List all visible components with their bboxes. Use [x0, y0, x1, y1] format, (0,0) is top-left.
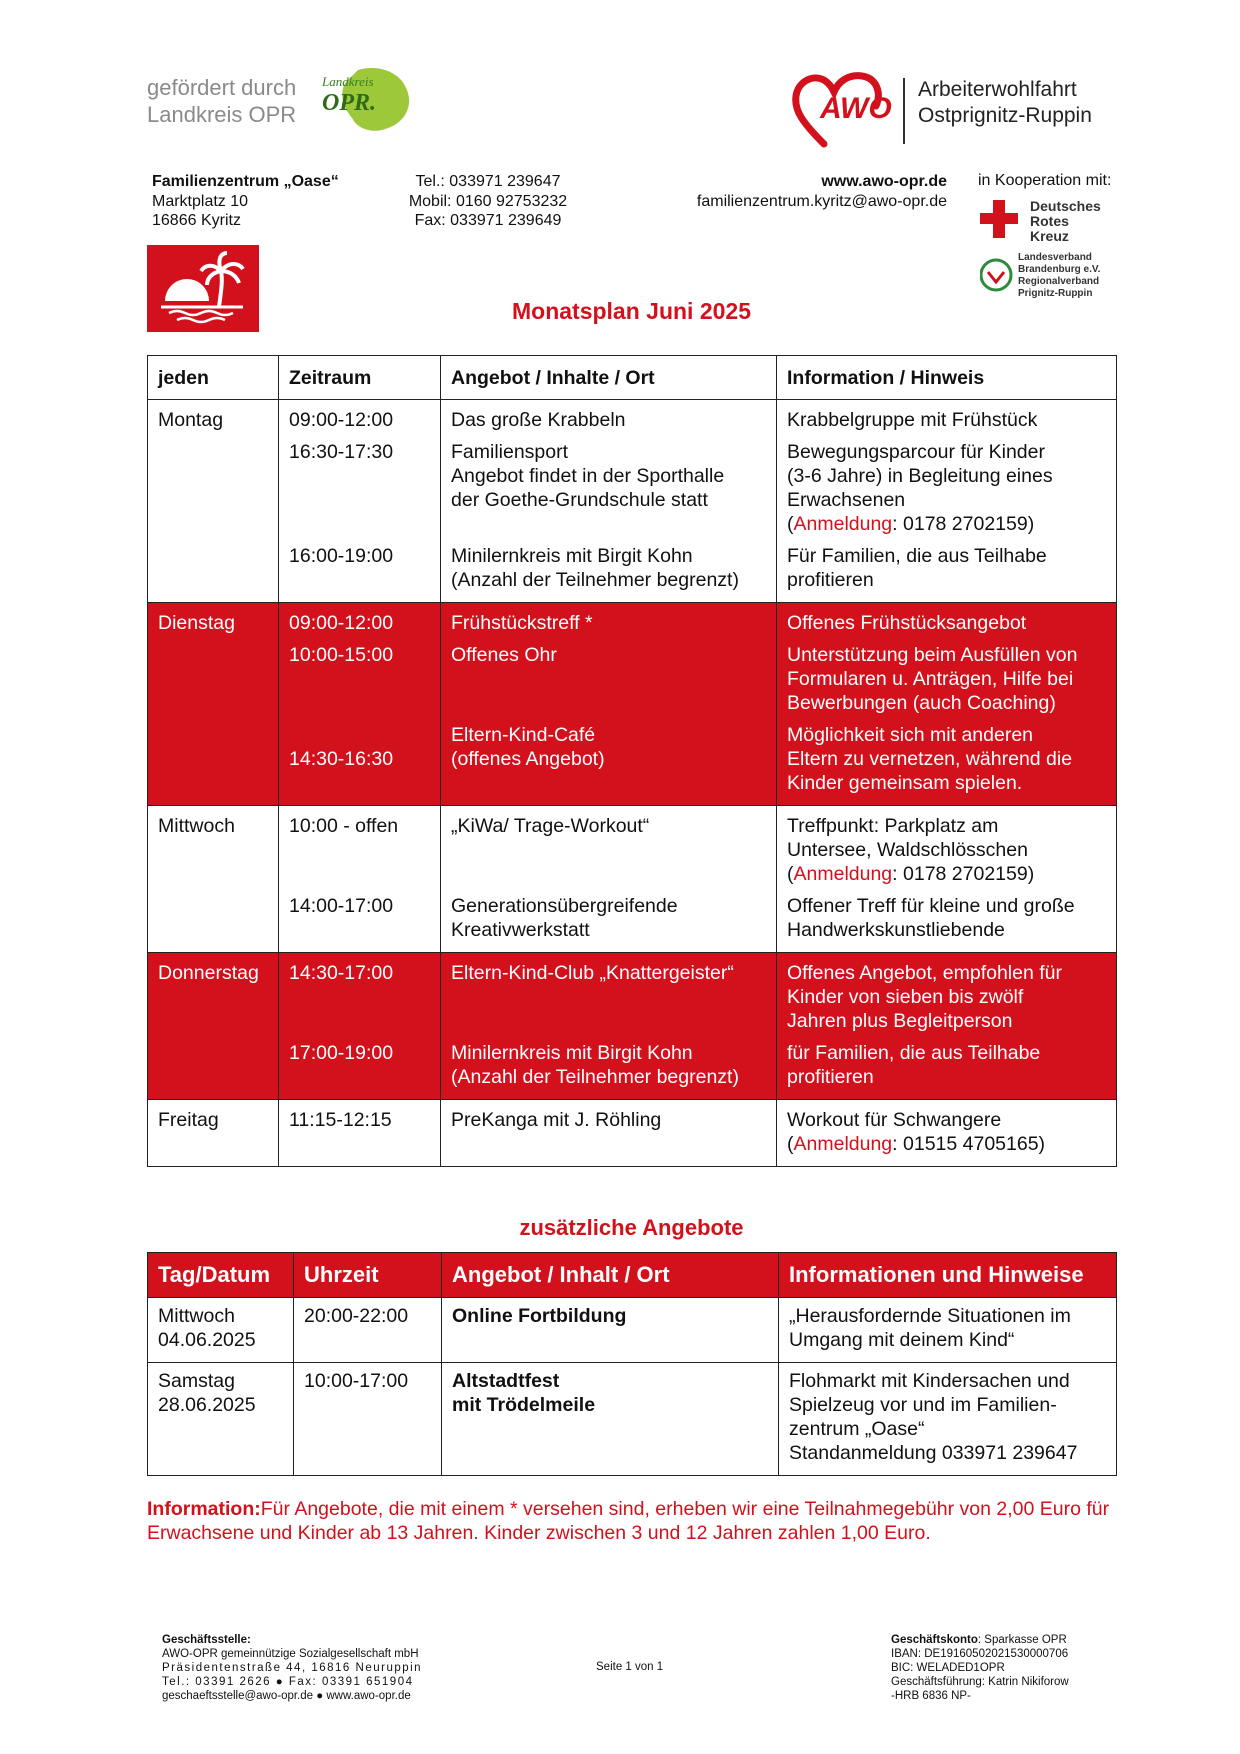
info-line: Offenes Frühstücksangebot [787, 612, 1027, 634]
info-line: Formularen u. Anträgen, Hilfe bei [787, 668, 1074, 690]
offer-line: Familiensport [451, 441, 569, 463]
offer-line: (Anzahl der Teilnehmer begrenzt) [451, 1066, 739, 1088]
offer-line: (offenes Angebot) [451, 748, 605, 770]
info-line: Bewerbungen (auch Coaching) [787, 692, 1056, 714]
drk-logo [980, 198, 1115, 246]
day-label: Freitag [158, 1109, 219, 1131]
offer-slot [451, 400, 766, 432]
sponsor-line1: gefördert durch [147, 75, 297, 100]
city: 16866 Kyritz [152, 212, 241, 229]
info-slot [787, 715, 1106, 805]
info-line: Offenes Angebot, empfohlen für [787, 962, 1062, 984]
registration-label: Anmeldung [793, 513, 893, 535]
info-line: (3-6 Jahre) in Begleitung eines [787, 465, 1053, 487]
info-label: Information: [147, 1498, 261, 1520]
day-label: Dienstag [158, 612, 235, 634]
day-cell [148, 953, 279, 1100]
offer-slot [451, 1033, 766, 1099]
street: Marktplatz 10 [152, 192, 249, 210]
awo-logo-text: AWO [820, 92, 892, 125]
info-slot [787, 400, 1106, 432]
offer-slot [451, 635, 766, 715]
extra-time: 20:00-22:00 [304, 1305, 409, 1327]
extra-header-info: Informationen und Hinweise [779, 1253, 1117, 1298]
footer-bank-title: Geschäftskonto [891, 1634, 978, 1646]
extra-time-cell [294, 1298, 442, 1363]
info-slot [787, 1100, 1106, 1166]
extra-header-date: Tag/Datum [148, 1253, 294, 1298]
contact-address [152, 172, 339, 231]
footer-office [162, 1633, 422, 1703]
offer-slot [451, 603, 766, 635]
extra-day: Samstag [158, 1370, 235, 1392]
info-slot [787, 432, 1106, 536]
extra-row [148, 1298, 1117, 1363]
day-cell [148, 603, 279, 806]
info-line: Für Familien, die aus Teilhabe [787, 545, 1047, 567]
info-slot [787, 1033, 1106, 1099]
info-line: Workout für Schwangere [787, 1109, 1002, 1131]
extra-offer-line: Altstadtfest [452, 1370, 560, 1392]
header-info: Information / Hinweis [777, 356, 1117, 400]
info-slot [787, 806, 1106, 886]
day-cell [148, 806, 279, 953]
time-slot: 09:00-12:00 [289, 409, 394, 431]
awo-name2: Ostprignitz-Ruppin [918, 104, 1092, 127]
extra-info-line: Spielzeug vor und im Familien- [789, 1394, 1057, 1416]
offer-line: Angebot findet in der Sporthalle [451, 465, 725, 487]
plan-row-dienstag [148, 603, 1117, 806]
info-line: Treffpunkt: Parkplatz am [787, 815, 999, 837]
extra-offer-cell [442, 1298, 779, 1363]
footer-bank-line2: BIC: WELADED1OPR [891, 1662, 1005, 1674]
lv-line3: Regionalverband [1018, 276, 1100, 287]
opr-logo-bottom: OPR. [322, 90, 376, 116]
info-cell [777, 603, 1117, 806]
footer-office-line2: Präsidentenstraße 44, 16816 Neuruppin [162, 1662, 423, 1674]
offer-line: „KiWa/ Trage-Workout“ [451, 815, 650, 837]
awo-logo [792, 70, 1122, 150]
footer-bank [891, 1633, 1069, 1703]
price-information [147, 1497, 1127, 1545]
info-line: Unterstützung beim Ausfüllen von [787, 644, 1078, 666]
offer-slot [451, 953, 766, 1033]
extra-offers-title: zusätzliche Angebote [519, 1215, 744, 1240]
offer-cell [441, 400, 777, 603]
time-cell [279, 953, 441, 1100]
time-cell [279, 1100, 441, 1167]
info-text: Für Angebote, die mit einem * versehen sind, erheben wir eine Teilnahmegebühr von 2,00 Euro für Erwachsene und Kinder ab 13 Jahren. Kinder zwischen 3 und 12 Jahren zahlen 1,00 Euro. [147, 1498, 1110, 1544]
info-line: für Familien, die aus Teilhabe [787, 1042, 1041, 1064]
registration-label: Anmeldung [793, 863, 893, 885]
plan-row-donnerstag [148, 953, 1117, 1100]
extra-offer-line: Online Fortbildung [452, 1305, 627, 1327]
extra-header-row [148, 1253, 1117, 1298]
offer-slot [451, 806, 766, 886]
registration-line: (Anmeldung: 0178 2702159) [787, 513, 1035, 535]
lv-line1: Landesverband [1018, 252, 1092, 263]
offer-line: Eltern-Kind-Club „Knattergeister“ [451, 962, 734, 984]
day-cell [148, 400, 279, 603]
time-slot: 16:30-17:30 [289, 441, 394, 463]
plan-row-freitag [148, 1100, 1117, 1167]
info-line: Krabbelgruppe mit Frühstück [787, 409, 1038, 431]
header-day: jeden [148, 356, 279, 400]
coop-label: in Kooperation mit: [978, 172, 1112, 189]
sponsor-text [147, 74, 296, 128]
info-slot [787, 953, 1106, 1033]
plan-row-montag [148, 400, 1117, 603]
phone: Tel.: 033971 239647 [415, 173, 561, 190]
time-slot: 14:30-16:30 [289, 748, 394, 770]
day-label: Mittwoch [158, 815, 235, 837]
info-slot [787, 886, 1106, 952]
time-slot: 17:00-19:00 [289, 1042, 394, 1064]
sponsor-line2: Landkreis OPR [147, 102, 297, 127]
info-line: Handwerkskunstliebende [787, 919, 1005, 941]
info-cell [777, 806, 1117, 953]
registration-line: (Anmeldung: 01515 4705165) [787, 1133, 1046, 1155]
time-slot: 11:15-12:15 [289, 1109, 392, 1131]
extra-date: 28.06.2025 [158, 1394, 256, 1416]
time-cell [279, 806, 441, 953]
offer-cell [441, 1100, 777, 1167]
awo-name1: Arbeiterwohlfahrt [918, 78, 1077, 101]
info-line: Bewegungsparcour für Kinder [787, 441, 1045, 463]
info-slot [787, 603, 1106, 635]
email-link[interactable]: familienzentrum.kyritz@awo-opr.de [696, 192, 947, 210]
extra-time-cell [294, 1363, 442, 1476]
extra-date-cell [148, 1298, 294, 1363]
contact-web [640, 172, 947, 211]
table-header-row [148, 356, 1117, 400]
extra-date: 04.06.2025 [158, 1329, 256, 1351]
info-line: Offener Treff für kleine und große [787, 895, 1075, 917]
footer-bank-line4: -HRB 6836 NP- [891, 1690, 971, 1702]
extra-offer-cell [442, 1363, 779, 1476]
extra-row [148, 1363, 1117, 1476]
info-line: profitieren [787, 569, 874, 591]
info-line: Möglichkeit sich mit anderen [787, 724, 1034, 746]
registration-phone: 01515 4705165) [903, 1133, 1046, 1155]
extra-info-cell [779, 1363, 1117, 1476]
info-line: Kinder gemeinsam spielen. [787, 772, 1023, 794]
offer-line: PreKanga mit J. Röhling [451, 1109, 662, 1131]
time-slot: 14:00-17:00 [289, 895, 394, 917]
time-slot: 09:00-12:00 [289, 612, 394, 634]
offer-line: Das große Krabbeln [451, 409, 626, 431]
info-line: Jahren plus Begleitperson [787, 1010, 1013, 1032]
extra-info-cell [779, 1298, 1117, 1363]
registration-phone: 0178 2702159) [903, 513, 1035, 535]
extra-header-offer: Angebot / Inhalt / Ort [442, 1253, 779, 1298]
landkreis-opr-logo [318, 64, 414, 136]
fax: Fax: 033971 239649 [414, 212, 562, 229]
time-slot: 10:00-15:00 [289, 644, 394, 666]
extra-date-cell [148, 1363, 294, 1476]
monthly-plan-table [147, 355, 1117, 1167]
time-slot: 10:00 - offen [289, 815, 399, 837]
day-cell [148, 1100, 279, 1167]
header-offer: Angebot / Inhalte / Ort [441, 356, 777, 400]
offer-cell [441, 953, 777, 1100]
offer-slot [451, 715, 766, 805]
offer-line: Kreativwerkstatt [451, 919, 590, 941]
offer-line: Offenes Ohr [451, 644, 557, 666]
day-label: Donnerstag [158, 962, 259, 984]
extra-header-time: Uhrzeit [294, 1253, 442, 1298]
extra-info-line: Standanmeldung 033971 239647 [789, 1442, 1078, 1464]
opr-logo-top: Landkreis [322, 74, 374, 89]
info-line: Untersee, Waldschlösschen [787, 839, 1028, 861]
extra-day: Mittwoch [158, 1305, 235, 1327]
website-link[interactable]: www.awo-opr.de [821, 173, 947, 190]
offer-line: (Anzahl der Teilnehmer begrenzt) [451, 569, 739, 591]
footer-bank-line3: Geschäftsführung: Katrin Nikiforow [891, 1676, 1069, 1688]
time-slot: 16:00-19:00 [289, 545, 394, 567]
extra-info-line: Flohmarkt mit Kindersachen und [789, 1370, 1070, 1392]
offer-slot [451, 1100, 766, 1166]
org-name: Familienzentrum „Oase“ [152, 173, 339, 190]
drk-line1: Deutsches [1030, 198, 1101, 214]
extra-info-line: zentrum „Oase“ [789, 1418, 925, 1440]
offer-line: der Goethe-Grundschule statt [451, 489, 708, 511]
time-slot: 14:30-17:00 [289, 962, 394, 984]
offer-cell [441, 603, 777, 806]
footer-bank-line1: IBAN: DE19160502021530000706 [891, 1648, 1069, 1660]
footer-bank-name: : Sparkasse OPR [977, 1634, 1067, 1646]
extra-offer-line: mit Trödelmeile [452, 1394, 596, 1416]
plan-row-mittwoch [148, 806, 1117, 953]
info-cell [777, 1100, 1117, 1167]
day-label: Montag [158, 409, 224, 431]
info-slot [787, 536, 1106, 602]
info-line: Erwachsenen [787, 489, 906, 511]
footer-office-line1: AWO-OPR gemeinnützige Sozialgesellschaft mbH [162, 1648, 419, 1660]
drk-line2: Rotes [1030, 213, 1069, 229]
contact-phones [403, 172, 573, 231]
offer-line: Eltern-Kind-Café [451, 724, 596, 746]
mobile: Mobil: 0160 92753232 [408, 192, 568, 210]
page-title: Monatsplan Juni 2025 [511, 298, 751, 324]
offer-line: Minilernkreis mit Birgit Kohn [451, 545, 693, 567]
extra-info-line: „Herausfordernde Situationen im [789, 1305, 1071, 1327]
lv-line4: Prignitz-Ruppin [1018, 288, 1093, 299]
info-line: profitieren [787, 1066, 874, 1088]
page-number: Seite 1 von 1 [596, 1661, 664, 1673]
info-cell [777, 400, 1117, 603]
info-line: Eltern zu vernetzen, während die [787, 748, 1073, 770]
footer-office-line3: Tel.: 03391 2626 ● Fax: 03391 651904 [162, 1676, 414, 1688]
footer-office-line4: geschaeftsstelle@awo-opr.de ● www.awo-opr.de [162, 1690, 411, 1702]
registration-line: (Anmeldung: 0178 2702159) [787, 863, 1035, 885]
offer-line: Minilernkreis mit Birgit Kohn [451, 1042, 693, 1064]
offer-line: Generationsübergreifende [451, 895, 678, 917]
info-slot [787, 635, 1106, 715]
extra-info-line: Umgang mit deinem Kind“ [789, 1329, 1015, 1351]
offer-cell [441, 806, 777, 953]
offer-line: Frühstückstreff * [451, 612, 593, 634]
extra-time: 10:00-17:00 [304, 1370, 409, 1392]
footer-office-title: Geschäftsstelle: [162, 1634, 251, 1646]
info-cell [777, 953, 1117, 1100]
time-cell [279, 400, 441, 603]
offer-slot [451, 536, 766, 602]
offer-slot [451, 432, 766, 536]
registration-label: Anmeldung [793, 1133, 893, 1155]
header-time: Zeitraum [279, 356, 441, 400]
drk-line3: Kreuz [1030, 228, 1069, 244]
offer-slot [451, 886, 766, 952]
landesverband-logo [980, 250, 1115, 300]
lv-line2: Brandenburg e.V. [1018, 264, 1101, 275]
registration-phone: 0178 2702159) [903, 863, 1035, 885]
extra-offers-table [147, 1252, 1117, 1476]
time-cell [279, 603, 441, 806]
info-line: Kinder von sieben bis zwölf [787, 986, 1024, 1008]
